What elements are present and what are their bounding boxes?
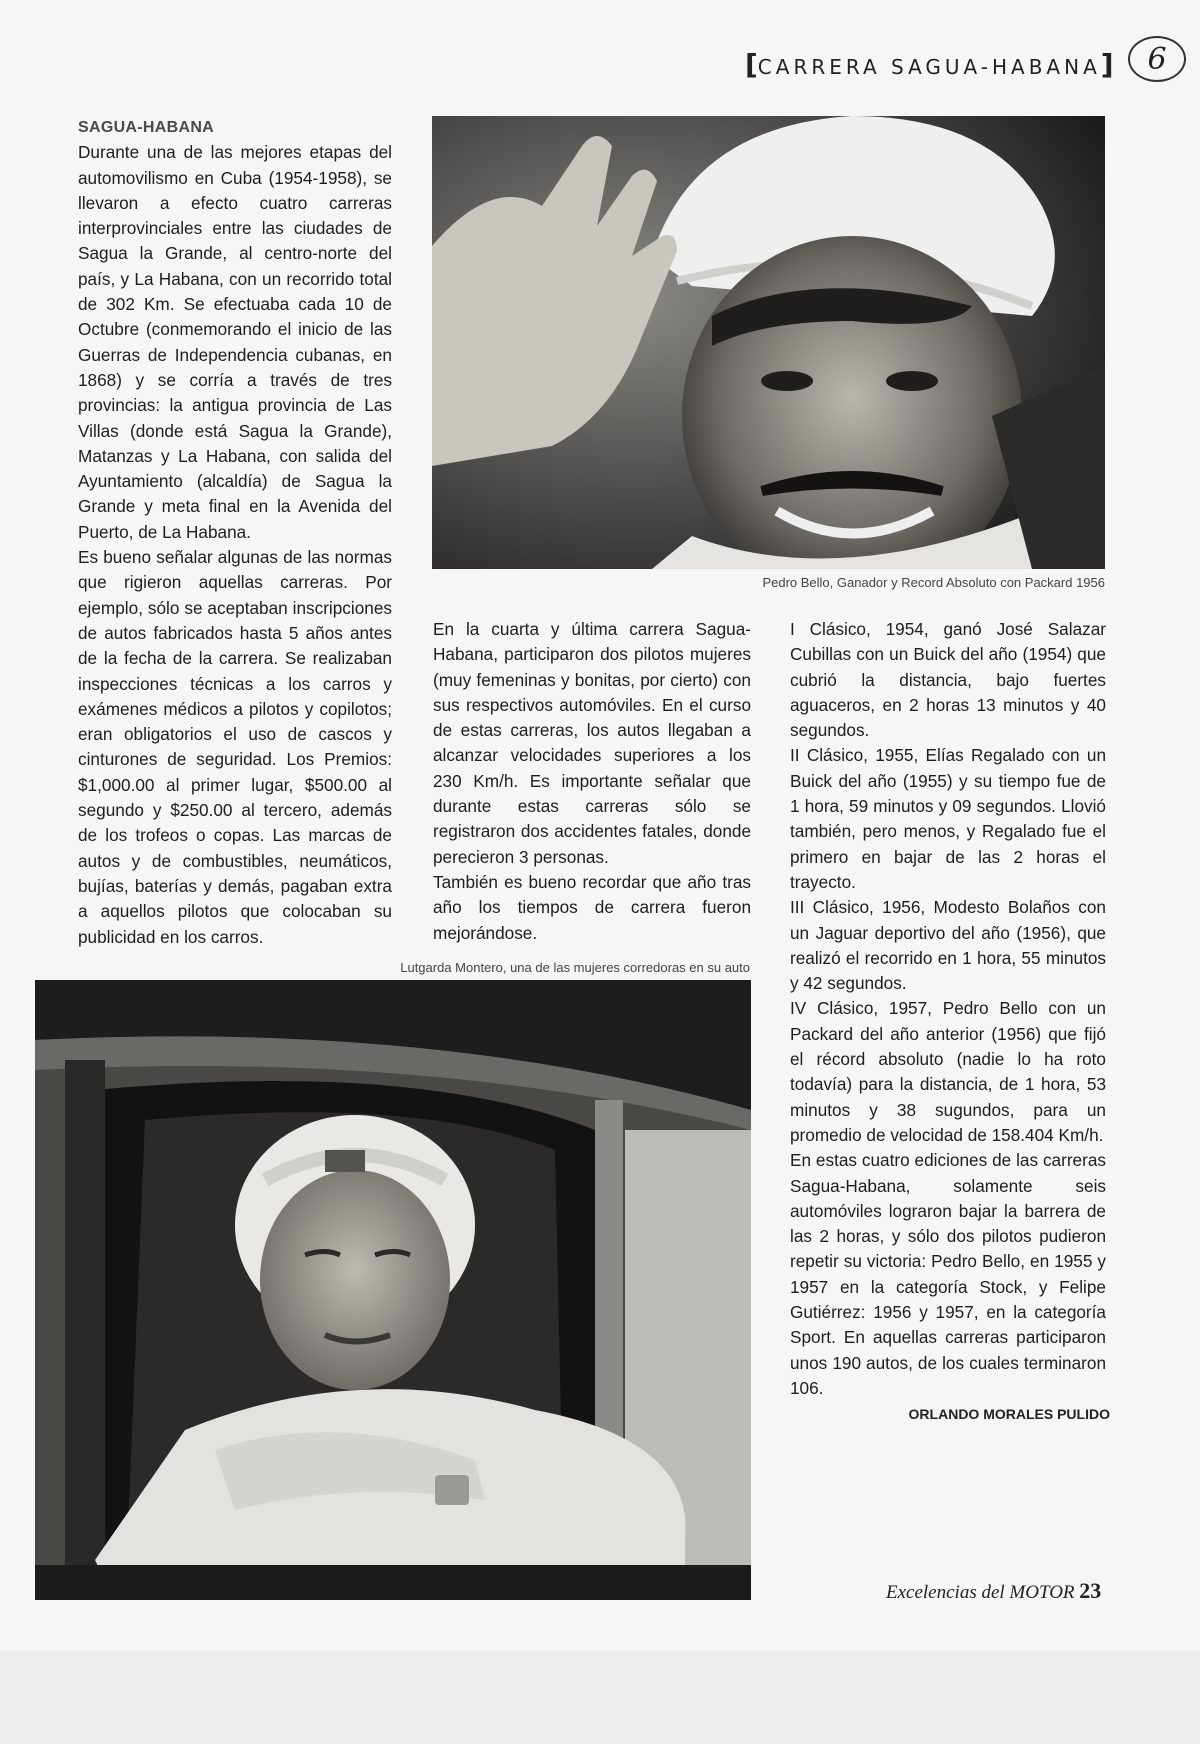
handwritten-page-mark: [1128, 36, 1186, 82]
paragraph: También es bueno recordar que año tras año los tiempos de carrera fueron mejorándose.: [433, 871, 751, 943]
photo-pedro-bello: [432, 116, 1105, 569]
paragraph: Es bueno señalar algunas de las normas que rigieron aquellas carreras. Por ejemplo, sólo se aceptaban inscripciones de autos fabricados hasta 5 años antes de la fecha de la carrera. Se realizaban inspecciones técnicas a los carros y exámenes médicos a pilotos y copilotos; eran obligatorios el uso de cascos y cinturones de seguridad. Los Premios: $1,000.00 al primer lugar, $500.00 al segundo y $250.00 al tercero, además de los trofeos o copas. Las marcas de autos y de combustibles, neumáticos, bujías, baterías y demás, pagaban extra a aquellos pilotos que colocaban su publicidad en los carros.: [78, 547, 392, 947]
photo-lutgarda-montero-caption: Lutgarda Montero, una de las mujeres corredoras en su auto: [400, 960, 750, 975]
header-title: CARRERA SAGUA-HABANA: [757, 55, 1101, 79]
page-number: 23: [1079, 1578, 1102, 1603]
page-header: [745, 48, 1114, 81]
section-title: SAGUA-HABANA: [78, 119, 215, 136]
paragraph: En estas cuatro ediciones de las carreras Sagua-Habana, solamente seis automóviles lograron bajar la barrera de las 2 horas, y sólo dos pilotos pudieron repetir su victoria: Pedro Bello, en 1955 y 1957 en la categoría Stock, y Felipe Gutiérrez: 1956 y 1957, en la categoría Sport. En aquellas carreras participaron unos 190 autos, de los cuales terminaron 106.: [790, 1150, 1106, 1398]
page-bottom-margin: [0, 1650, 1200, 1744]
magazine-name: Excelencias del MOTOR: [886, 1582, 1075, 1603]
photo-pedro-bello-illustration: [432, 116, 1105, 569]
photo-lutgarda-montero: [35, 980, 751, 1600]
page-footer: [886, 1578, 1101, 1604]
header-open-bracket: [: [745, 48, 758, 81]
photo-pedro-bello-caption: Pedro Bello, Ganador y Record Absoluto con Packard 1956: [762, 575, 1105, 590]
article-column-1: [78, 115, 392, 950]
paragraph: Durante una de las mejores etapas del automovilismo en Cuba (1954-1958), se llevaron a efecto cuatro carreras interprovinciales entre las ciudades de Sagua la Grande, al centro-norte del país, y La Habana, con un recorrido total de 302 Km. Se efectuaba cada 10 de Octubre (conmemorando el inicio de las Guerras de Independencia cubanas, en 1868) y se corría a través de tres provincias: la antigua provincia de Las Villas (donde está Sagua la Grande), Matanzas y La Habana, con salida del Ayuntamiento (alcaldía) de Sagua la Grande y meta final en la Avenida del Puerto, de La Habana.: [78, 142, 392, 542]
header-close-bracket: ]: [1100, 48, 1114, 81]
article-column-3: [790, 617, 1106, 1401]
photo-lutgarda-montero-illustration: [35, 980, 751, 1600]
paragraph: II Clásico, 1955, Elías Regalado con un Buick del año (1955) y su tiempo fue de 1 hora, 59 minutos y 09 segundos. Llovió también, pero menos, y Regalado fue el primero en bajar de las 2 horas el trayecto.: [790, 745, 1106, 892]
article-column-2: [433, 617, 751, 946]
paragraph: I Clásico, 1954, ganó José Salazar Cubillas con un Buick del año (1954) que cubrió la distancia, bajo fuertes aguaceros, en 2 horas 13 minutos y 40 segundos.: [790, 619, 1106, 741]
paragraph: IV Clásico, 1957, Pedro Bello con un Packard del año anterior (1956) que fijó el récord absoluto (nadie lo ha roto todavía) para la distancia, de 1 hora, 53 minutos y 38 sugundos, para un promedio de velocidad de 158.404 Km/h.: [790, 998, 1106, 1145]
article-author: ORLANDO MORALES PULIDO: [908, 1406, 1110, 1422]
paragraph: En la cuarta y última carrera Sagua-Habana, participaron dos pilotos mujeres (muy femeninas y bonitas, por cierto) con sus respectivos automóviles. En el curso de estas carreras, los autos llegaban a alcanzar velocidades superiores a los 230 Km/h. Es importante señalar que durante estas carreras sólo se registraron dos accidentes fatales, donde perecieron 3 personas.: [433, 619, 751, 867]
paragraph: III Clásico, 1956, Modesto Bolaños con un Jaguar deportivo del año (1956), que realizó el recorrido en 1 hora, 55 minutos y 42 segundos.: [790, 897, 1106, 994]
handwritten-number: 6: [1147, 41, 1167, 77]
